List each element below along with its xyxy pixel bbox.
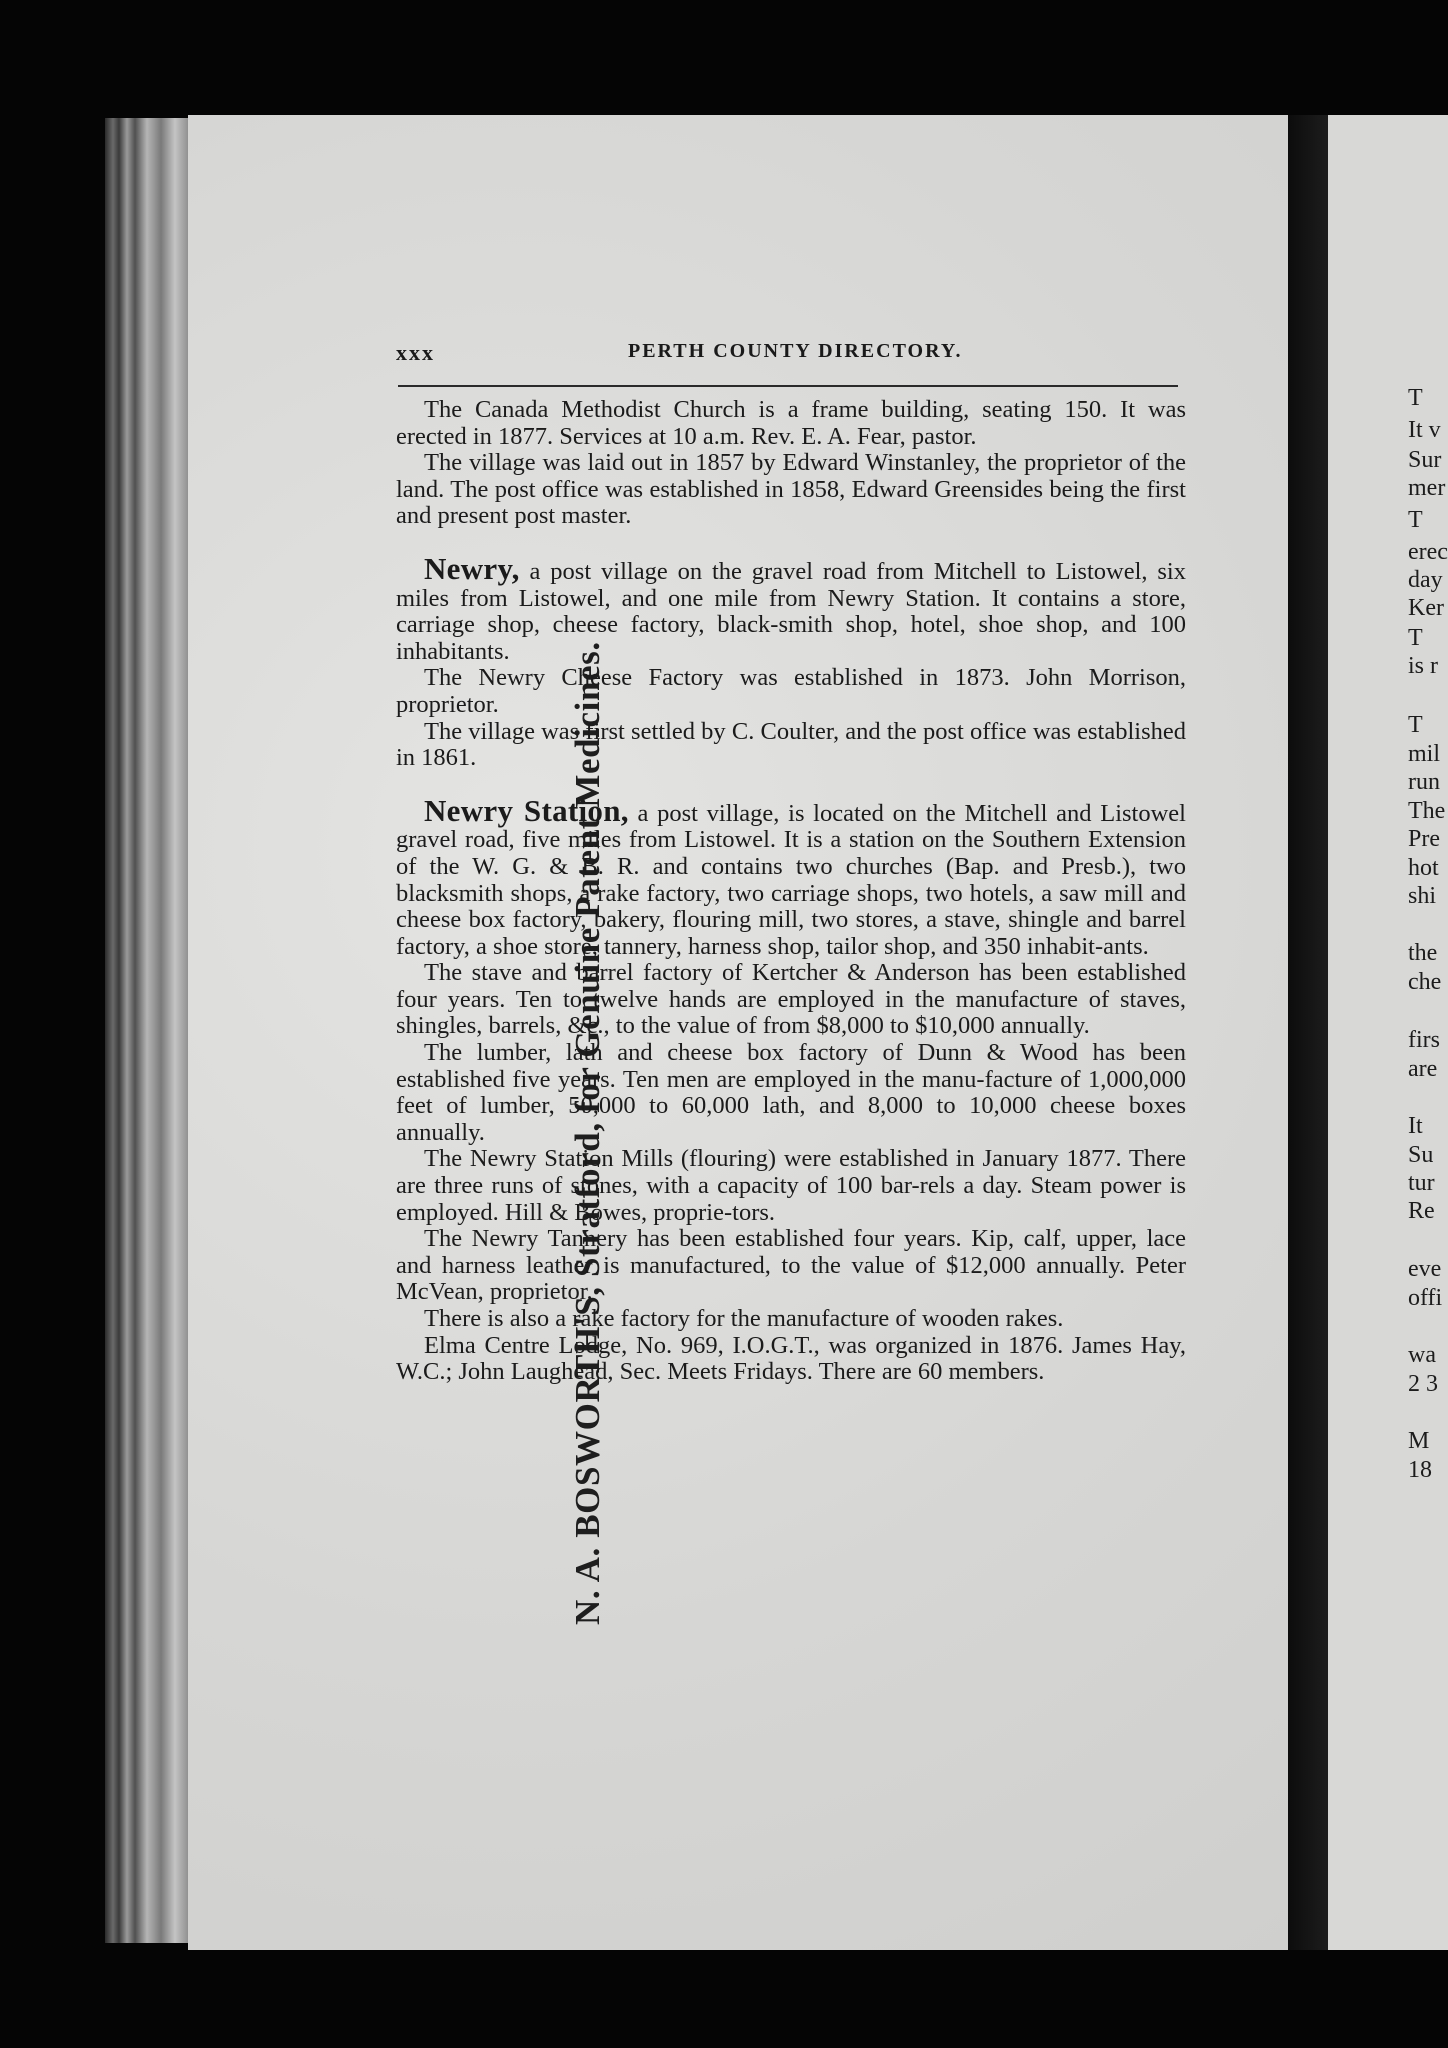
- facing-fragment: eve: [1408, 1256, 1442, 1282]
- facing-fragment: hot: [1408, 855, 1439, 881]
- facing-fragment: wa: [1408, 1342, 1436, 1368]
- facing-fragment: Sur: [1408, 447, 1442, 473]
- page-header: [188, 340, 1288, 380]
- stave-factory-paragraph: The stave and barrel factory of Kertcher & Anderson has been established four years. Ten to twelve hands are employed in the manufacture of staves, shingles, barrels, &c., to the value of from $8,000 to $10,000 annually.: [396, 959, 1186, 1040]
- side-advertisement: N. A. BOSWORTH'S, Stratford, for Genuine Patent Medicines.: [568, 641, 607, 1625]
- mills-paragraph: The Newry Station Mills (flouring) were established in January 1877. There are three runs of stones, with a capacity of 100 bar-rels a day. Steam power is employed. Hill & Bowes, proprie-tors.: [396, 1145, 1186, 1226]
- facing-fragment: Pre: [1408, 826, 1440, 852]
- facing-fragment: It v: [1408, 417, 1441, 443]
- facing-fragment: The: [1408, 798, 1446, 824]
- facing-fragment: run: [1408, 769, 1440, 795]
- newry-settlement: The village was first settled by C. Coulter, and the post office was established in 1861.: [396, 717, 1186, 772]
- facing-fragment: erec: [1408, 539, 1448, 565]
- facing-page: [1328, 115, 1448, 1950]
- newry-station-intro: [396, 792, 1186, 961]
- newry-section: [396, 550, 1186, 772]
- newry-cheese-factory: The Newry Cheese Factory was established in 1873. John Morrison, proprietor.: [396, 664, 1186, 718]
- facing-fragment: offi: [1408, 1285, 1443, 1311]
- facing-fragment: tur: [1408, 1170, 1435, 1196]
- facing-fragment: Su: [1408, 1142, 1434, 1168]
- facing-fragment: the: [1408, 940, 1438, 966]
- newry-station-section: [396, 792, 1186, 1386]
- facing-fragment: che: [1408, 969, 1442, 995]
- facing-fragment: 18: [1408, 1457, 1432, 1483]
- newry-heading: Newry,: [424, 550, 520, 586]
- lumber-factory-paragraph: The lumber, lath and cheese box factory of Dunn & Wood has been established five years. Ten men are employed in the manu-facture of 1,000,000 feet of lumber, 50,000 to 60,000 lath, and 8,000 to 10,000 cheese boxes annually.: [396, 1039, 1186, 1146]
- header-rule: [398, 385, 1178, 387]
- newry-intro-text: a post village on the gravel road from Mitchell to Listowel, six miles from Listowel, and one mile from Newry Station. It contains a store, carriage shop, cheese factory, black-smith shop, hotel, shoe shop, and 100 inhabitants.: [396, 557, 1186, 665]
- facing-fragment: T: [1408, 712, 1423, 738]
- newry-station-heading: Newry Station,: [424, 792, 629, 828]
- page-body: [396, 397, 1186, 1386]
- running-head: PERTH COUNTY DIRECTORY.: [628, 340, 963, 362]
- facing-fragment: T: [1408, 507, 1423, 533]
- facing-fragment: day: [1408, 567, 1443, 593]
- facing-fragment: mil: [1408, 741, 1441, 767]
- tannery-paragraph: The Newry Tannery has been established four years. Kip, calf, upper, lace and harness leather is manufactured, to the value of $12,000 annually. Peter McVean, proprietor.: [396, 1225, 1186, 1306]
- facing-fragment: firs: [1408, 1027, 1440, 1053]
- page-number: xxx: [396, 340, 435, 365]
- facing-fragment: M: [1408, 1428, 1430, 1454]
- directory-page: [188, 115, 1288, 1950]
- newry-intro: [396, 550, 1186, 665]
- facing-fragment: It: [1408, 1113, 1423, 1139]
- newry-station-intro-text: a post village, is located on the Mitchell and Listowel gravel road, five miles from Listowel. It is a station on the Southern Extension of the W. G. & B. R. and contains two churches (Bap. and Presb.), two blacksmith shops, a rake factory, two carriage shops, two hotels, a saw mill and cheese box factory, bakery, flouring mill, two stores, a stave, shingle and barrel factory, a shoe store, tannery, harness shop, tailor shop, and 350 inhabit-ants.: [396, 799, 1186, 960]
- book-gutter: [1288, 115, 1328, 1950]
- facing-fragment: Re: [1408, 1198, 1435, 1224]
- methodist-church-paragraph: The Canada Methodist Church is a frame building, seating 150. It was erected in 1877. Services at 10 a.m. Rev. E. A. Fear, pastor.: [396, 396, 1186, 450]
- facing-fragment: are: [1408, 1056, 1438, 1082]
- facing-fragment: shi: [1408, 883, 1437, 909]
- facing-fragment: T: [1408, 625, 1423, 651]
- village-history-paragraph: The village was laid out in 1857 by Edward Winstanley, the proprietor of the land. The post office was established in 1858, Edward Greensides being the first and present post master.: [396, 449, 1186, 530]
- facing-fragment: mer: [1408, 475, 1446, 501]
- lodge-paragraph: Elma Centre Lodge, No. 969, I.O.G.T., was organized in 1876. James Hay, W.C.; John Laughead, Sec. Meets Fridays. There are 60 members.: [396, 1331, 1186, 1386]
- facing-fragment: is r: [1408, 653, 1438, 679]
- rake-factory-paragraph: There is also a rake factory for the manufacture of wooden rakes.: [424, 1305, 1064, 1332]
- facing-fragment: Ker: [1408, 595, 1444, 621]
- facing-fragment: T: [1408, 385, 1423, 411]
- facing-fragment: 2 3: [1408, 1371, 1438, 1397]
